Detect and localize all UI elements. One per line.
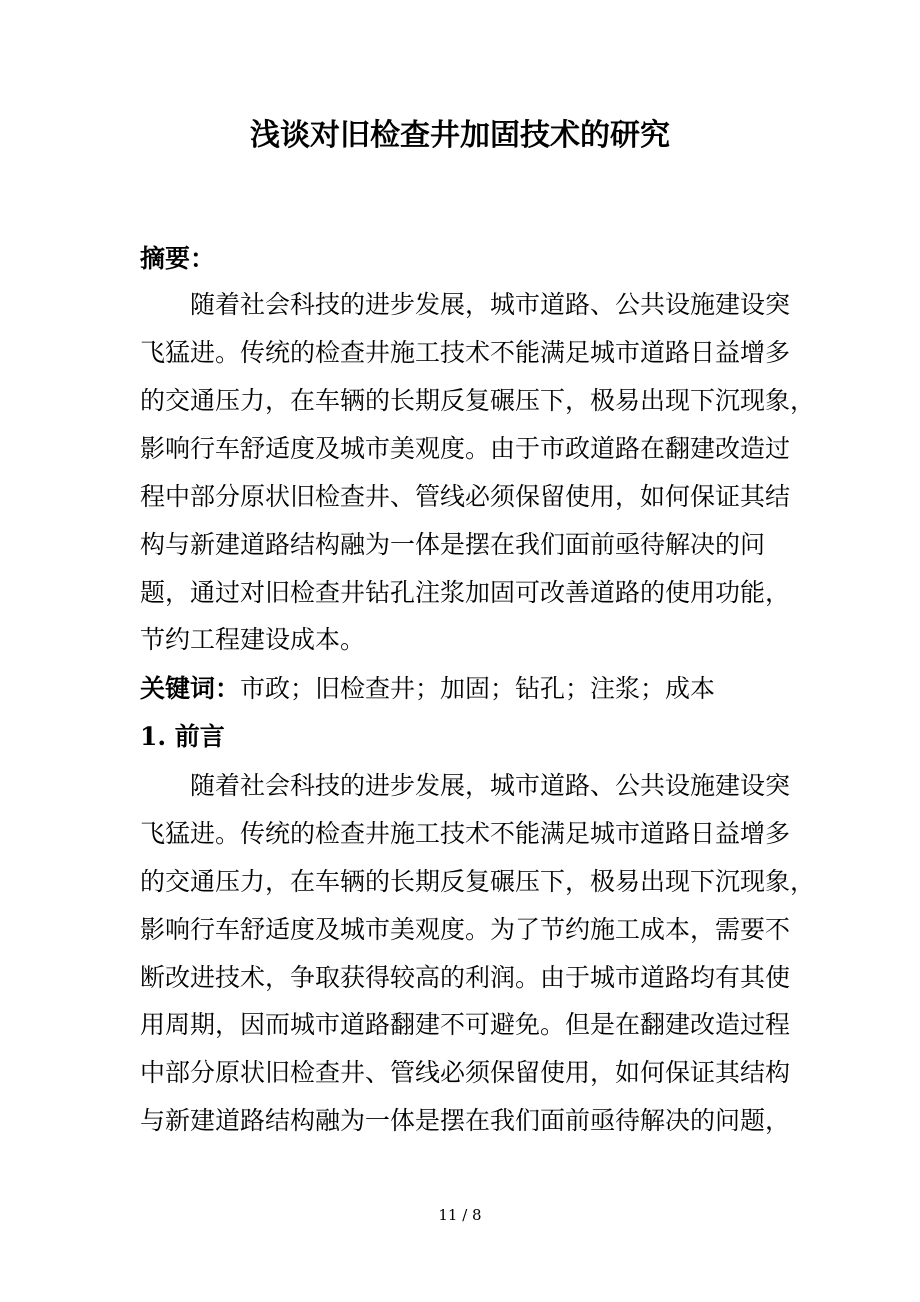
section1-line: 飞猛进。传统的检查井施工技术不能满足城市道路日益增多	[140, 819, 791, 848]
section1-line: 影响行车舒适度及城市美观度。为了节约施工成本，需要不	[140, 915, 791, 944]
abstract-line: 构与新建道路结构融为一体是摆在我们面前亟待解决的问	[140, 530, 766, 559]
keywords-value: 市政；旧检查井；加固；钻孔；注浆；成本	[240, 674, 716, 703]
section1-line: 中部分原状旧检查井、管线必须保留使用，如何保证其结构	[140, 1058, 791, 1087]
abstract-line: 随着社会科技的进步发展，城市道路、公共设施建设突	[190, 290, 791, 319]
abstract-line: 飞猛进。传统的检查井施工技术不能满足城市道路日益增多	[140, 338, 791, 367]
abstract-line: 影响行车舒适度及城市美观度。由于市政道路在翻建改造过	[140, 434, 791, 463]
section1-line: 随着社会科技的进步发展，城市道路、公共设施建设突	[190, 771, 791, 800]
page-number: 11 / 8	[438, 1206, 482, 1224]
document-title: 浅谈对旧检查井加固技术的研究	[250, 118, 670, 153]
section-heading-introduction: 1. 前言	[140, 722, 225, 751]
abstract-line: 的交通压力，在车辆的长期反复碾压下，极易出现下沉现象，	[140, 386, 816, 415]
abstract-line: 节约工程建设成本。	[140, 625, 366, 654]
section1-line: 断改进技术，争取获得较高的利润。由于城市道路均有其使	[140, 963, 791, 992]
abstract-line: 题，通过对旧检查井钻孔注浆加固可改善道路的使用功能，	[140, 578, 791, 607]
section1-line: 与新建道路结构融为一体是摆在我们面前亟待解决的问题，	[140, 1106, 791, 1135]
keywords-row	[140, 669, 785, 709]
section1-line: 的交通压力，在车辆的长期反复碾压下，极易出现下沉现象，	[140, 867, 816, 896]
section1-line: 用周期，因而城市道路翻建不可避免。但是在翻建改造过程	[140, 1010, 791, 1039]
abstract-line: 程中部分原状旧检查井、管线必须保留使用，如何保证其结	[140, 482, 791, 511]
keywords-label: 关键词：	[140, 674, 241, 703]
abstract-heading: 摘要：	[140, 244, 216, 273]
